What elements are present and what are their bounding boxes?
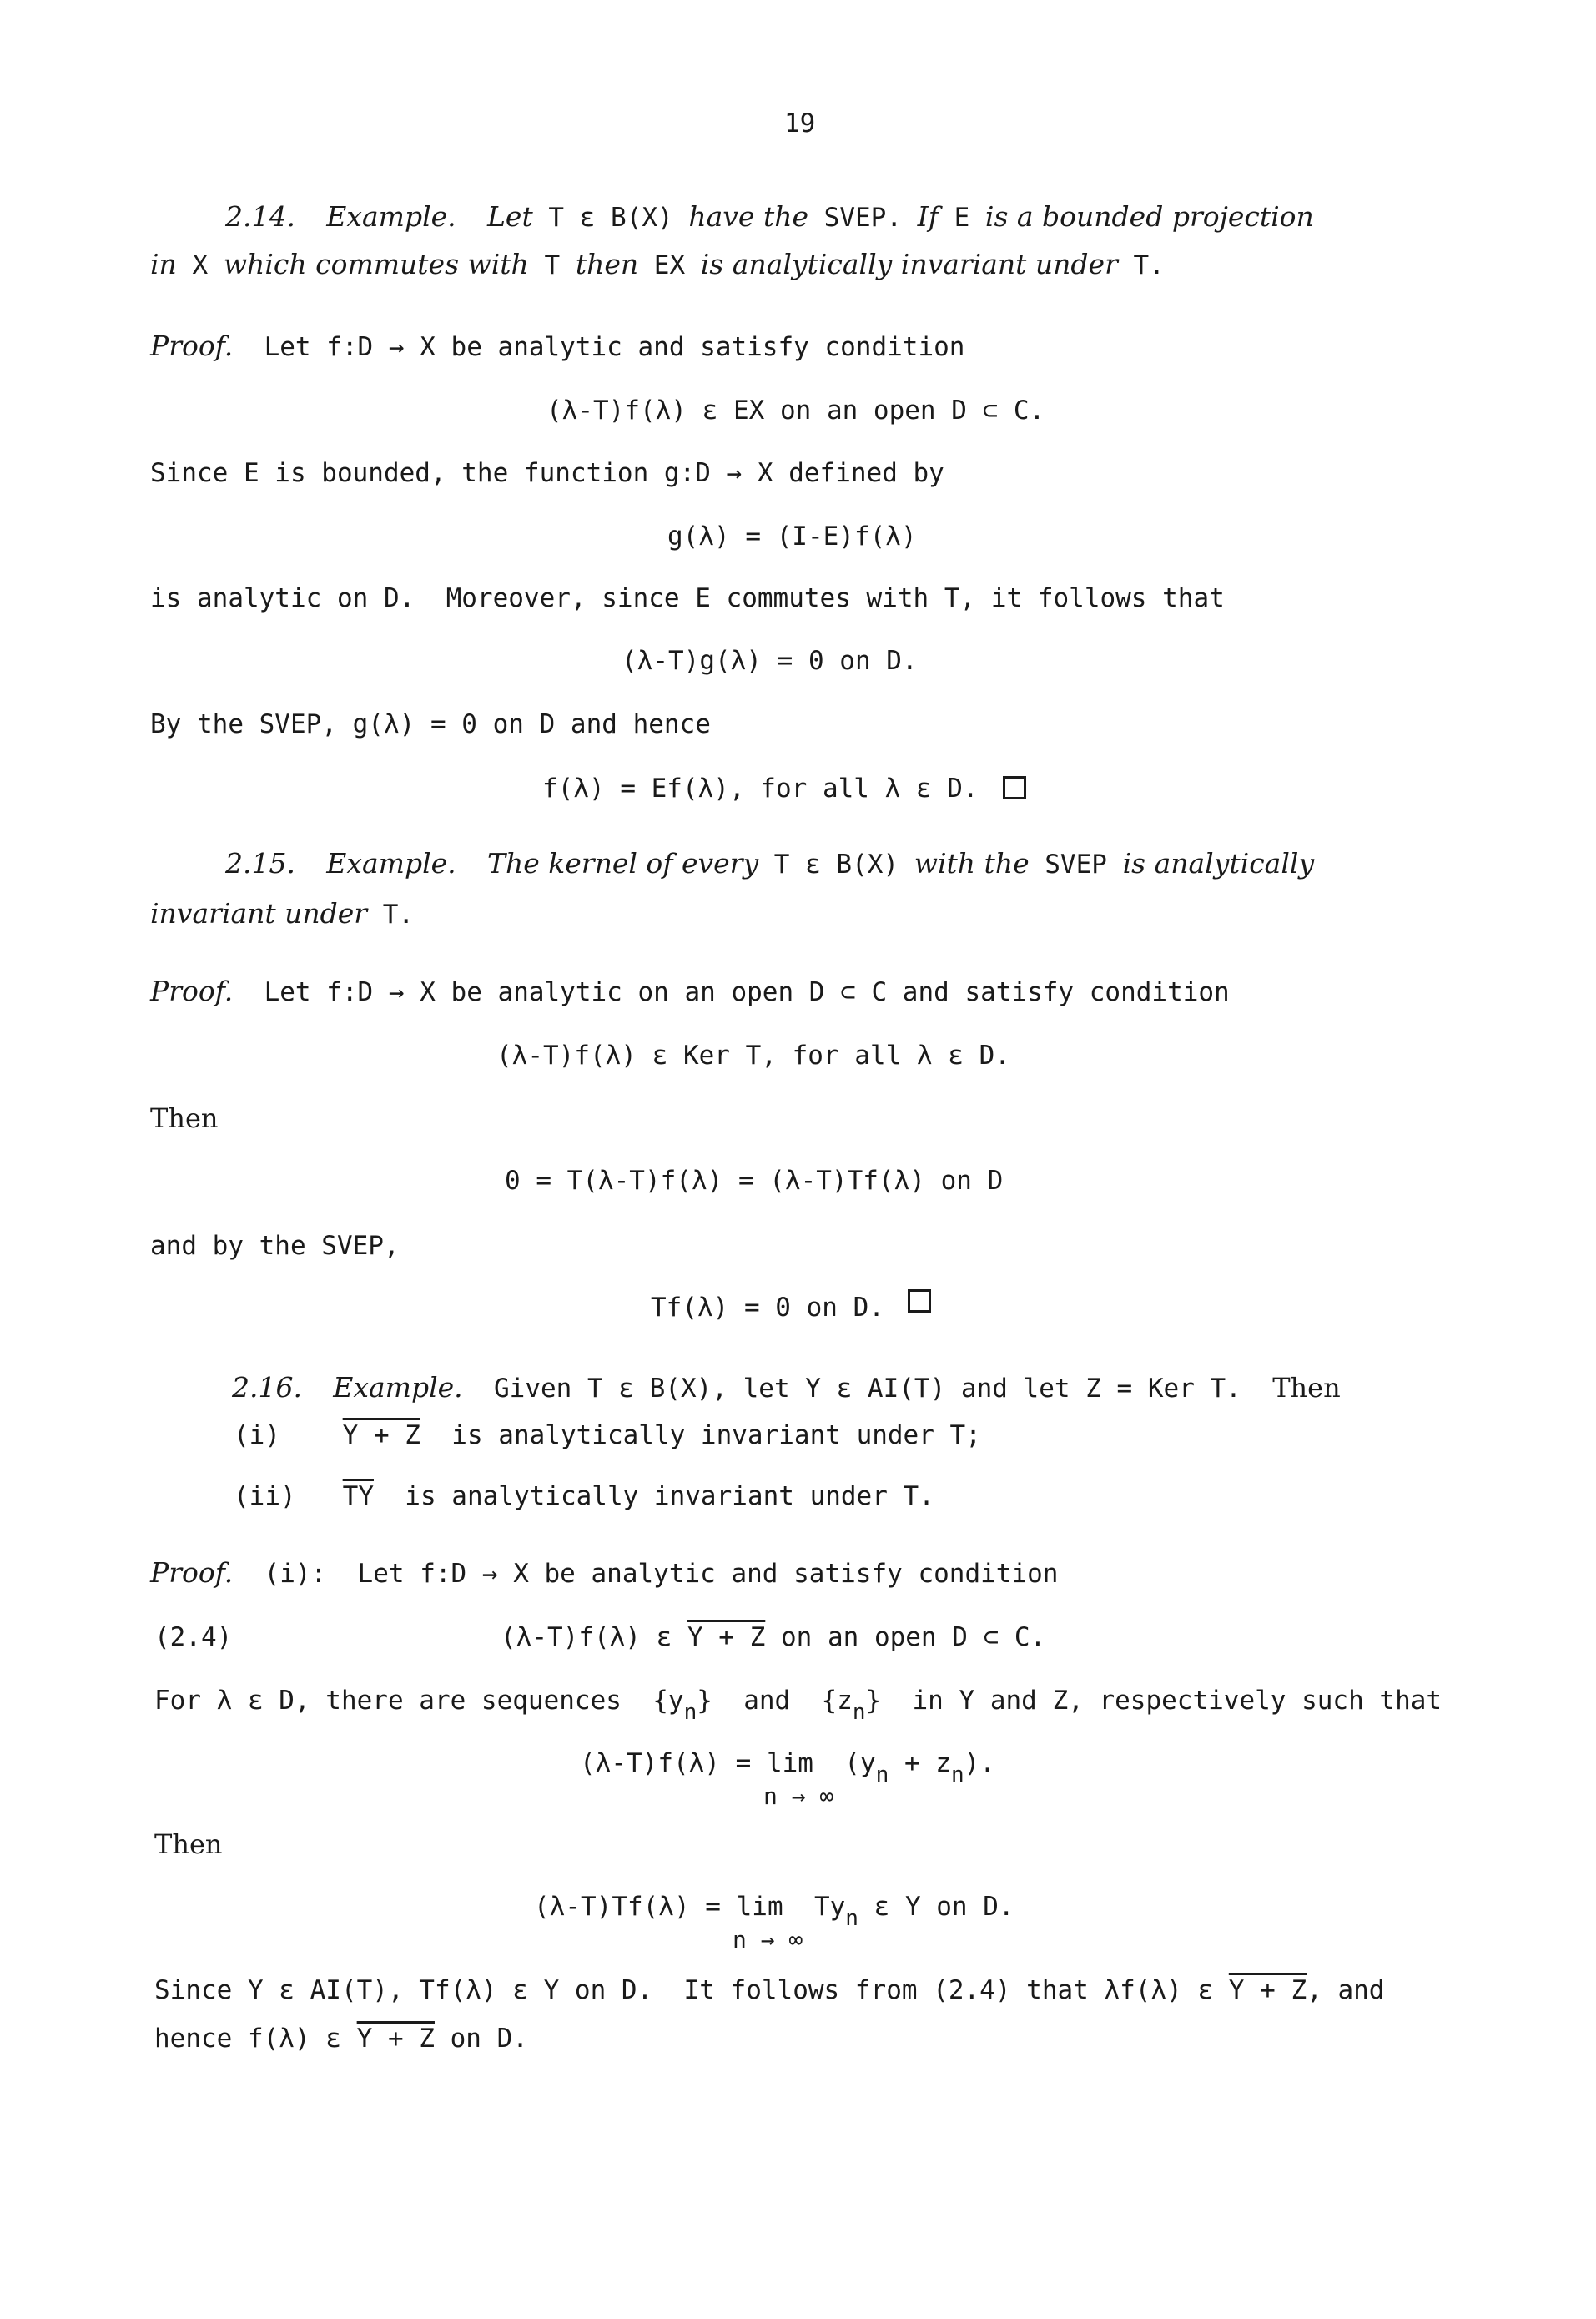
example-heading: Example. — [326, 200, 456, 233]
proof-2-16-equation-2 — [580, 1747, 995, 1787]
example-text: with the — [914, 847, 1030, 880]
qed-box-icon — [908, 1289, 931, 1313]
example-heading: Example. — [326, 847, 456, 880]
proof-2-14-line-3: is analytic on D. Moreover, since E commutes with T, it follows that — [150, 583, 1225, 613]
example-text: is analytically — [1122, 847, 1315, 880]
proof-text: Then — [150, 1102, 219, 1134]
proof-2-15-equation-3: Tf(λ) = 0 on D. — [651, 1293, 884, 1323]
item-text: is analytically invariant under T; — [420, 1420, 981, 1450]
example-2-16-item-ii — [234, 1480, 934, 1513]
equation-text: ε Y on D. — [858, 1892, 1014, 1922]
example-text: in — [150, 248, 177, 280]
proof-text: , and — [1307, 1975, 1385, 2005]
example-text: T ε B(X) — [532, 203, 689, 233]
example-text: then — [575, 248, 639, 280]
item-label: (i) — [234, 1420, 280, 1450]
equation-text: + z — [889, 1748, 951, 1778]
page-number: 19 — [784, 108, 816, 139]
proof-2-16-equation-1 — [501, 1621, 1045, 1654]
equation-number: (2.4) — [154, 1622, 233, 1652]
proof-text: Let f:D → X be analytic and satisfy condition — [233, 332, 965, 362]
example-text: is a bounded projection — [984, 200, 1314, 233]
example-number: 2.14. — [225, 200, 295, 233]
example-2-14-line-2 — [150, 248, 1165, 282]
example-2-16-item-i — [234, 1419, 981, 1452]
equation-text: on an open D ⊂ C. — [765, 1622, 1046, 1652]
proof-text: } in Y and Z, respectively such that — [865, 1686, 1442, 1716]
example-text: T. — [1117, 250, 1165, 280]
limit-operator: lim — [766, 1748, 813, 1778]
proof-text: } and {z — [697, 1686, 853, 1716]
subscript: n — [875, 1762, 889, 1787]
proof-text: on D. — [434, 2024, 528, 2054]
qed-box-icon — [1003, 776, 1026, 799]
example-text: have the — [688, 200, 808, 233]
equation-text: Ty — [783, 1892, 846, 1922]
example-text: If — [917, 200, 939, 233]
proof-label: Proof. — [150, 330, 234, 362]
item-label: (ii) — [234, 1481, 296, 1511]
equation-text: (y — [813, 1748, 876, 1778]
proof-2-15-equation-2: 0 = T(λ-T)f(λ) = (λ-T)Tf(λ) on D — [505, 1166, 1004, 1196]
example-text: SVEP — [1029, 849, 1123, 880]
example-text: is analytically invariant under — [700, 248, 1118, 280]
proof-2-14-equation-4: f(λ) = Ef(λ), for all λ ε D. — [542, 774, 979, 804]
example-number: 2.16. — [232, 1371, 302, 1404]
proof-2-14-line-2: Since E is bounded, the function g:D → X defined by — [150, 458, 944, 488]
example-number: 2.15. — [225, 847, 295, 880]
proof-label: Proof. — [150, 975, 234, 1007]
example-text: which commutes with — [223, 248, 529, 280]
proof-2-16-line-1 — [150, 1556, 1058, 1591]
example-text: T. — [367, 900, 415, 930]
proof-2-16-line-2 — [154, 1684, 1442, 1725]
proof-2-14-equation-3: (λ-T)g(λ) = 0 on D. — [622, 646, 918, 676]
limit-operator: lim — [736, 1892, 783, 1922]
example-text: invariant under — [150, 897, 368, 930]
example-2-14-line-1 — [225, 200, 1314, 234]
proof-text: (i): Let f:D → X be analytic and satisfy condition — [233, 1559, 1059, 1589]
example-2-16-line-1 — [232, 1371, 1341, 1405]
example-text: Given T ε B(X), let Y ε AI(T) and let Z = Ker T. — [462, 1374, 1241, 1404]
subscript: n — [950, 1762, 964, 1787]
proof-text: Then — [154, 1828, 223, 1860]
closure-expression: Y + Z — [687, 1622, 766, 1652]
limit-subscript: n → ∞ — [733, 1926, 803, 1954]
closure-expression: $\overline{TY}$ — [342, 1481, 374, 1511]
equation-text: (λ-T)Tf(λ) = — [534, 1892, 737, 1922]
example-heading: Example. — [333, 1371, 463, 1404]
proof-2-14-line-1 — [150, 330, 964, 364]
example-text: EX — [638, 250, 701, 280]
subscript: n — [852, 1700, 866, 1725]
limit-subscript: n → ∞ — [763, 1782, 834, 1810]
equation-text: (λ-T)f(λ) ε — [501, 1622, 687, 1652]
proof-2-15-line-1 — [150, 975, 1230, 1009]
closure-expression: Y + Z — [1228, 1975, 1307, 2005]
equation-text: ). — [964, 1748, 995, 1778]
example-text: T ε B(X) — [758, 849, 914, 880]
example-text: Let — [487, 200, 533, 233]
equation-text: (λ-T)f(λ) = — [580, 1748, 767, 1778]
proof-2-15-line-3: and by the SVEP, — [150, 1231, 400, 1261]
proof-text: hence f(λ) ε — [154, 2024, 357, 2054]
proof-text: Since Y ε AI(T), Tf(λ) ε Y on D. It follows from (2.4) that λf(λ) ε — [154, 1975, 1229, 2005]
closure-expression: Y + Z — [356, 2024, 435, 2054]
proof-2-16-line-5 — [154, 2022, 528, 2055]
closure-expression: Y + Z — [342, 1420, 420, 1450]
proof-label: Proof. — [150, 1556, 234, 1589]
proof-2-15-equation-1: (λ-T)f(λ) ε Ker T, for all λ ε D. — [496, 1041, 1010, 1071]
proof-2-16-line-4 — [154, 1974, 1384, 2007]
proof-2-15-line-2 — [150, 1102, 219, 1136]
proof-2-14-line-4: By the SVEP, g(λ) = 0 on D and hence — [150, 709, 711, 739]
example-text: SVEP. — [808, 203, 918, 233]
example-text: T — [528, 250, 576, 280]
example-text: X — [176, 250, 224, 280]
example-text: The kernel of every — [487, 847, 759, 880]
proof-2-16-equation-3 — [534, 1890, 1014, 1931]
example-text: Then — [1272, 1372, 1341, 1404]
proof-text: For λ ε D, there are sequences {y — [154, 1686, 684, 1716]
example-text: E — [938, 203, 985, 233]
item-text: is analytically invariant under T. — [373, 1481, 934, 1511]
subscript: n — [845, 1906, 858, 1931]
proof-2-14-equation-2: g(λ) = (I-E)f(λ) — [667, 522, 917, 552]
example-2-15-line-2 — [150, 897, 414, 931]
proof-2-14-equation-1: (λ-T)f(λ) ε EX on an open D ⊂ C. — [546, 396, 1045, 426]
example-2-15-line-1 — [225, 847, 1314, 881]
subscript: n — [683, 1700, 697, 1725]
proof-text: Let f:D → X be analytic on an open D ⊂ C and satisfy condition — [233, 977, 1230, 1007]
proof-2-16-line-3 — [154, 1827, 223, 1862]
